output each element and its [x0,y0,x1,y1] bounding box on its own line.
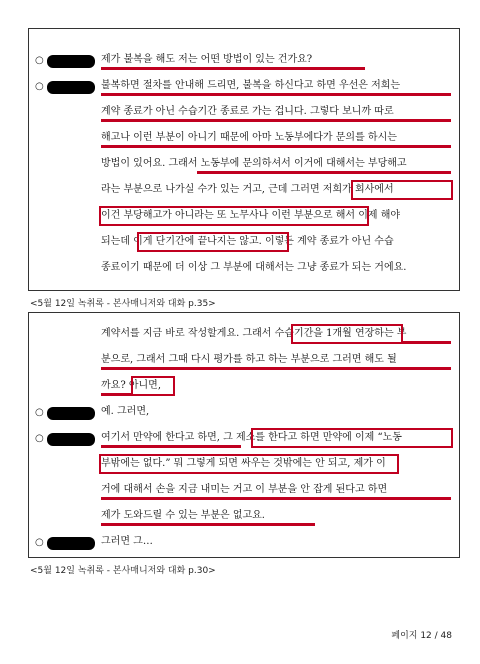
bullet-circle-icon: ○ [35,81,44,92]
text-line: 해고나 이런 부분이 아니기 때문에 아마 노동부에다가 문의를 하시는 [101,132,397,143]
highlight-underline [403,341,451,344]
text-line: 그러면 그… [101,536,153,547]
caption: <5월 12일 녹취록 - 본사매니저와 대화 p.30> [30,566,216,576]
bullet-circle-icon: ○ [35,55,44,66]
highlight-underline [101,119,451,122]
transcript-box-1 [28,28,460,291]
text-line: 라는 부분으로 나가실 수가 있는 거고, 근데 그러면 저희가 회사에서 [101,184,394,195]
highlight-box [251,428,453,448]
highlight-box [137,232,289,252]
highlight-underline [197,171,451,174]
reply-line: 예. 그러면, [101,406,150,417]
highlight-box [99,454,399,474]
redacted-speaker [47,407,95,420]
text-line: 이건 부당해고가 아니라는 또 노무사나 이런 부분으로 해서 이제 해야 [101,210,401,221]
text-line: 제가 도와드릴 수 있는 부분은 없고요. [101,510,265,521]
text-line: 여기서 만약에 한다고 하면, 그 제소를 한다고 하면 만약에 이제 “노동 [101,432,402,443]
text-line: 까요? 아니면, [101,380,162,391]
highlight-underline [101,367,451,370]
highlight-underline [101,393,131,396]
bullet-circle-icon: ○ [35,407,44,418]
highlight-box [291,324,403,344]
text-line: 종료이기 때문에 더 이상 그 부분에 대해서는 그냥 종료가 되는 거에요. [101,262,407,273]
bullet-circle-icon: ○ [35,433,44,444]
highlight-box [351,180,453,200]
text-line: 불복하면 절차를 안내해 드리면, 불복을 하신다고 하면 우선은 저희는 [101,80,401,91]
redacted-speaker [47,81,95,94]
highlight-box [99,206,369,226]
bullet-circle-icon: ○ [35,537,44,548]
redacted-speaker [47,537,95,550]
text-line: 부밖에는 없다.” 뭐 그렇게 되면 싸우는 것밖에는 안 되고, 제가 이 [101,458,386,469]
highlight-box [131,376,175,396]
highlight-underline [101,93,451,96]
question-line: 제가 불복을 해도 저는 어떤 방법이 있는 건가요? [101,54,313,65]
text-line: 방법이 있어요. 그래서 노동부에 문의하셔서 이거에 대해서는 부당해고 [101,158,407,169]
highlight-underline [101,523,315,526]
highlight-underline [101,445,241,448]
page-number: 페이지 12 / 48 [391,631,452,641]
highlight-underline [101,497,451,500]
caption: <5월 12일 녹취록 - 본사매니저와 대화 p.35> [30,299,216,309]
highlight-underline [101,67,365,70]
text-line: 분으로, 그래서 그때 다시 평가를 하고 하는 부분으로 그러면 해도 될 [101,354,397,365]
text-line: 계약서를 지금 바로 작성할게요. 그래서 수습기간을 1개월 연장하는 부 [101,328,407,339]
redacted-speaker [47,55,95,68]
text-line: 계약 종료가 아닌 수습기간 종료로 가는 겁니다. 그렇다 보니까 따로 [101,106,394,117]
highlight-underline [101,145,451,148]
transcript-box-2 [28,312,460,558]
text-line: 거에 대해서 손을 지금 내미는 거고 이 부분을 안 잡게 된다고 하면 [101,484,388,495]
text-line: 되는데 이게 단기간에 끝나지는 않고. 이렇든 계약 종료가 아닌 수습 [101,236,394,247]
redacted-speaker [47,433,95,446]
